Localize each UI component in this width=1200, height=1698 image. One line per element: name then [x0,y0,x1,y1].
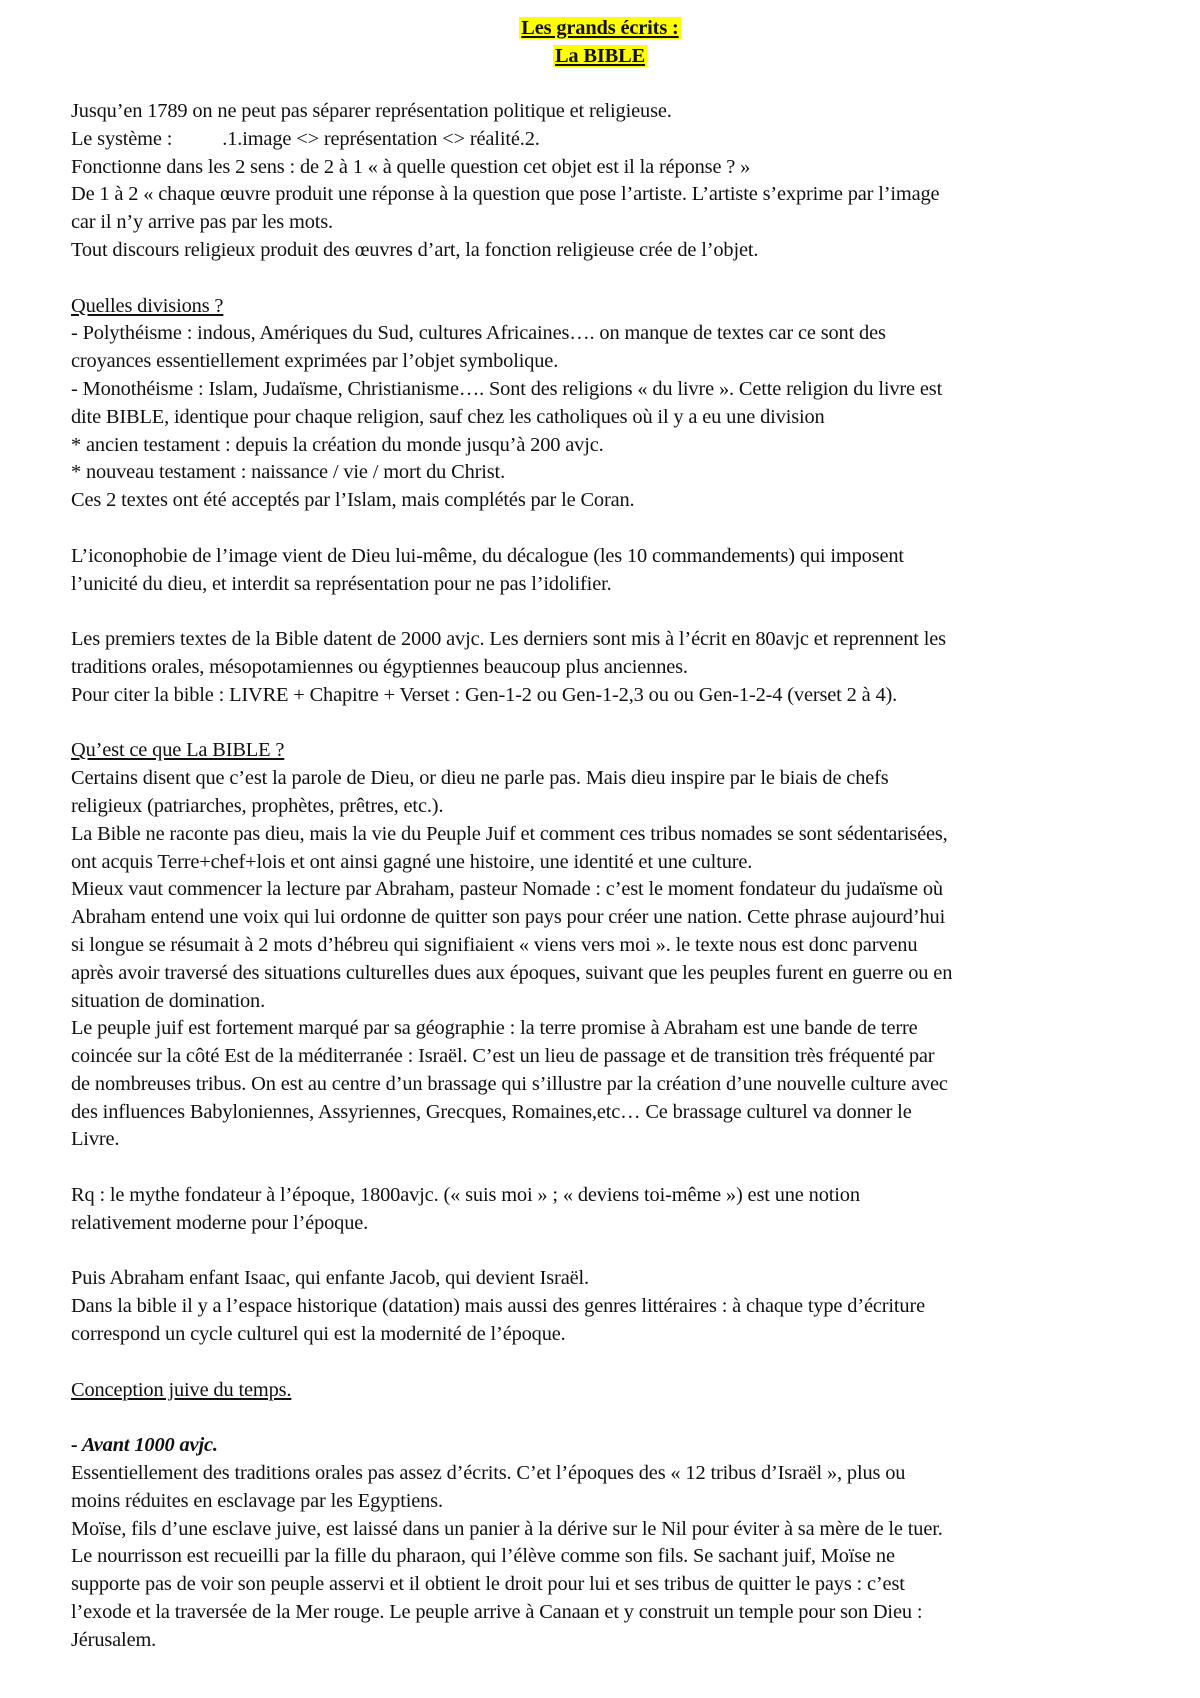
paragraph-line: Mieux vaut commencer la lecture par Abraham, pasteur Nomade : c’est le moment fondateur du judaïsme où [71,878,943,901]
paragraph-line: - Polythéisme : indous, Amériques du Sud, cultures Africaines…. on manque de textes car ce sont des [71,322,886,345]
paragraph-line: De 1 à 2 « chaque œuvre produit une réponse à la question que pose l’artiste. L’artiste s’exprime par l’image [71,183,940,206]
paragraph-line: correspond un cycle culturel qui est la modernité de l’époque. [71,1323,566,1346]
paragraph-line: Tout discours religieux produit des œuvres d’art, la fonction religieuse crée de l’objet. [71,238,759,261]
paragraph-line: religieux (patriarches, prophètes, prêtres, etc.). [71,794,444,817]
paragraph-line: Rq : le mythe fondateur à l’époque, 1800avjc. (« suis moi » ; « deviens toi-même ») est une notion [71,1184,860,1207]
paragraph-line: traditions orales, mésopotamiennes ou égyptiennes beaucoup plus anciennes. [71,655,688,678]
paragraph-line: Fonctionne dans les 2 sens : de 2 à 1 « à quelle question cet objet est il la réponse ? » [71,155,751,178]
paragraph-line: * nouveau testament : naissance / vie / mort du Christ. [71,461,506,484]
paragraph-line: Le nourrisson est recueilli par la fille du pharaon, qui l’élève comme son fils. Se sachant juif, Moïse ne [71,1545,895,1568]
paragraph-line: coincée sur la côté Est de la méditerranée : Israël. C’est un lieu de passage et de transition très fréquenté par [71,1045,935,1068]
paragraph-line: Dans la bible il y a l’espace historique (datation) mais aussi des genres littéraires : à chaque type d’écriture [71,1295,926,1318]
paragraph-line: ont acquis Terre+chef+lois et ont ainsi gagné une histoire, une identité et une culture. [71,850,753,873]
section-heading-divisions: Quelles divisions ? [71,294,224,317]
paragraph-line: Jusqu’en 1789 on ne peut pas séparer représentation politique et religieuse. [71,100,672,122]
title-line-2: La BIBLE [554,45,646,67]
paragraph-line: Moïse, fils d’une esclave juive, est laissé dans un panier à la dérive sur le Nil pour éviter à sa mère de le tuer. [71,1517,943,1540]
paragraph-line: * ancien testament : depuis la création du monde jusqu’à 200 avjc. [71,433,604,456]
paragraph-line: supporte pas de voir son peuple asservi et il obtient le droit pour lui et ses tribus de quitter le pays : c’est [71,1573,905,1596]
paragraph-line: - Monothéisme : Islam, Judaïsme, Christianisme…. Sont des religions « du livre ». Cette religion du livre est [71,377,943,400]
paragraph-line: relativement moderne pour l’époque. [71,1211,369,1234]
paragraph-line: l’unicité du dieu, et interdit sa représentation pour ne pas l’idolifier. [71,572,612,595]
paragraph-line: Pour citer la bible : LIVRE + Chapitre + Verset : Gen-1-2 ou Gen-1-2,3 ou ou Gen-1-2-4 (verset 2 à 4). [71,683,898,706]
paragraph-line: Les premiers textes de la Bible datent de 2000 avjc. Les derniers sont mis à l’écrit en 80avjc et reprennent les [71,628,946,651]
paragraph-line: L’iconophobie de l’image vient de Dieu lui-même, du décalogue (les 10 commandements) qui imposent [71,544,904,567]
paragraph-line: Jérusalem. [71,1628,157,1651]
systeme-label: Le système : [71,127,173,150]
paragraph-line: dite BIBLE, identique pour chaque religion, sauf chez les catholiques où il y a eu une division [71,405,825,428]
document-body [71,98,1171,1655]
paragraph-line: Le peuple juif est fortement marqué par sa géographie : la terre promise à Abraham est une bande de terre [71,1017,918,1040]
paragraph-line: Certains disent que c’est la parole de Dieu, or dieu ne parle pas. Mais dieu inspire par le biais de chefs [71,767,889,790]
paragraph-line: Ces 2 textes ont été acceptés par l’Islam, mais complétés par le Coran. [71,489,635,512]
subsection-heading-avant-1000: - Avant 1000 avjc. [71,1434,218,1457]
section-heading-conception: Conception juive du temps. [71,1378,292,1401]
paragraph-line: après avoir traversé des situations culturelles dues aux époques, suivant que les peuples furent en guerre ou en [71,961,953,984]
paragraph-line: Livre. [71,1128,120,1151]
document-title [0,14,1200,70]
systeme-value: .1.image <> représentation <> réalité.2. [222,127,540,150]
paragraph-line: croyances essentiellement exprimées par l’objet symbolique. [71,350,559,373]
paragraph-line: Essentiellement des traditions orales pas assez d’écrits. C’et l’époques des « 12 tribus d’Israël », plus ou [71,1462,906,1485]
section-heading-bible: Qu’est ce que La BIBLE ? [71,739,285,762]
paragraph-line: moins réduites en esclavage par les Egyptiens. [71,1489,443,1512]
paragraph-line: Abraham entend une voix qui lui ordonne de quitter son pays pour créer une nation. Cette phrase aujourd’hui [71,906,946,929]
paragraph-line: situation de domination. [71,989,266,1012]
paragraph-line: l’exode et la traversée de la Mer rouge. Le peuple arrive à Canaan et y construit un temple pour son Dieu : [71,1601,923,1624]
paragraph-line: si longue se résumait à 2 mots d’hébreu qui signifiaient « viens vers moi ». le texte nous est donc parvenu [71,933,918,956]
paragraph-line [71,126,1171,154]
paragraph-line: Puis Abraham enfant Isaac, qui enfante Jacob, qui devient Israël. [71,1267,589,1290]
paragraph-line: de nombreuses tribus. On est au centre d’un brassage qui s’illustre par la création d’une nouvelle culture avec [71,1072,948,1095]
paragraph-line: des influences Babyloniennes, Assyriennes, Grecques, Romaines,etc… Ce brassage culturel va donner le [71,1100,912,1123]
paragraph-line: La Bible ne raconte pas dieu, mais la vie du Peuple Juif et comment ces tribus nomades se sont sédentarisées, [71,822,948,845]
title-line-1: Les grands écrits : [521,17,679,39]
paragraph-line: car il n’y arrive pas par les mots. [71,211,333,234]
